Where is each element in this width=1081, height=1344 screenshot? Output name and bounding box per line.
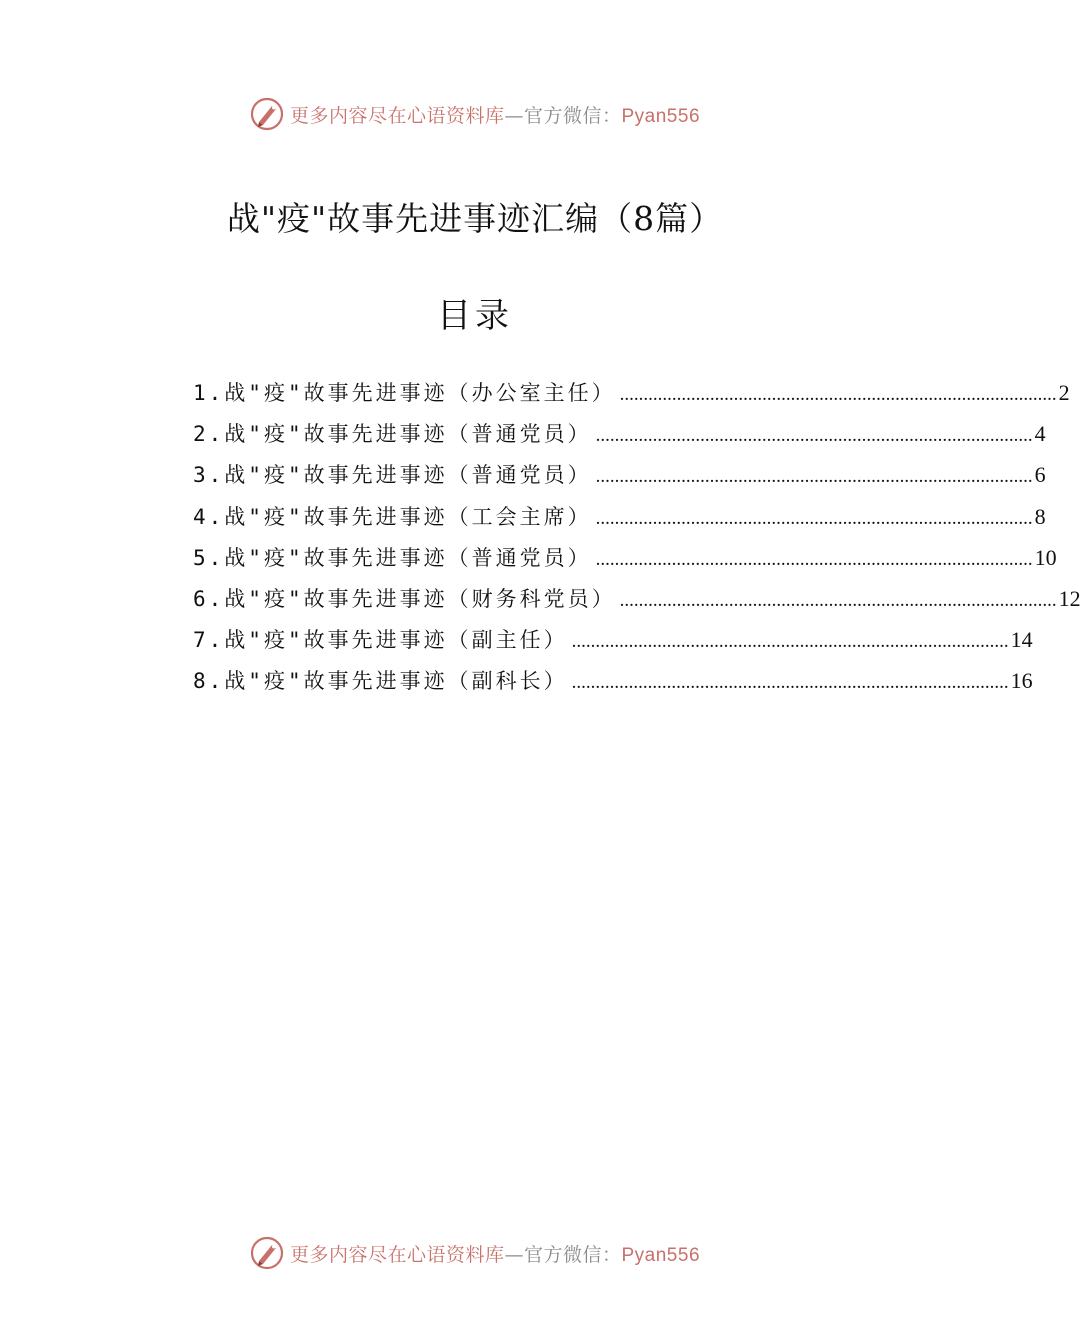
toc-leader-dots: ............................................................................................ xyxy=(595,548,1033,570)
watermark-wechat-id: Pyan556 xyxy=(621,1244,701,1266)
watermark-separator: —官方微信： xyxy=(504,1243,622,1266)
toc-page-number: 14 xyxy=(1010,627,1033,653)
toc-page-number: 4 xyxy=(1034,421,1046,447)
table-of-contents xyxy=(193,377,1081,707)
toc-entry-title: 6.战"疫"故事先进事迹（财务科党员） xyxy=(193,586,616,611)
toc-leader-dots: ............................................................................................ xyxy=(619,589,1057,611)
toc-heading: 目录 xyxy=(437,296,513,336)
toc-entry[interactable] xyxy=(193,459,1046,500)
footer-watermark xyxy=(0,1233,950,1273)
header-watermark xyxy=(0,94,950,134)
watermark-text xyxy=(290,101,700,128)
toc-leader-dots: ............................................................................................ xyxy=(595,507,1033,529)
document-title: 战"疫"故事先进事迹汇编（8篇） xyxy=(226,199,724,238)
toc-entry[interactable] xyxy=(193,418,1046,459)
toc-entry-title: 1.战"疫"故事先进事迹（办公室主任） xyxy=(193,381,616,405)
toc-entry-title: 4.战"疫"故事先进事迹（工会主席） xyxy=(193,504,592,529)
toc-leader-dots: ............................................................................................ xyxy=(619,384,1057,405)
toc-entry-title: 8.战"疫"故事先进事迹（副科长） xyxy=(193,669,568,694)
toc-entry[interactable] xyxy=(193,542,1057,583)
toc-leader-dots: ............................................................................................ xyxy=(571,672,1009,694)
toc-entry[interactable] xyxy=(193,624,1033,665)
toc-leader-dots: ............................................................................................ xyxy=(595,425,1033,447)
watermark-text xyxy=(290,1240,700,1267)
toc-page-number: 2 xyxy=(1058,380,1070,405)
toc-page-number: 8 xyxy=(1034,503,1046,529)
toc-entry[interactable] xyxy=(193,665,1033,706)
toc-page-number: 6 xyxy=(1034,462,1046,488)
watermark-separator: —官方微信： xyxy=(504,104,622,127)
toc-entry-title: 3.战"疫"故事先进事迹（普通党员） xyxy=(193,463,592,488)
toc-entry-title: 7.战"疫"故事先进事迹（副主任） xyxy=(193,628,568,653)
toc-entry[interactable] xyxy=(193,501,1046,542)
toc-entry[interactable] xyxy=(193,583,1081,624)
toc-entry-title: 2.战"疫"故事先进事迹（普通党员） xyxy=(193,422,592,447)
toc-leader-dots: ............................................................................................ xyxy=(595,466,1033,488)
toc-entry[interactable] xyxy=(193,377,1070,418)
watermark-main: 更多内容尽在心语资料库 xyxy=(289,104,505,127)
toc-leader-dots: ............................................................................................ xyxy=(571,631,1009,653)
toc-page-number: 10 xyxy=(1034,544,1057,570)
watermark-main: 更多内容尽在心语资料库 xyxy=(289,1243,505,1266)
toc-entry-title: 5.战"疫"故事先进事迹（普通党员） xyxy=(193,545,592,570)
pen-logo-icon xyxy=(250,97,284,131)
toc-page-number: 16 xyxy=(1010,668,1033,694)
pen-logo-icon xyxy=(250,1236,284,1270)
toc-page-number: 12 xyxy=(1058,585,1081,611)
watermark-wechat-id: Pyan556 xyxy=(621,105,701,127)
